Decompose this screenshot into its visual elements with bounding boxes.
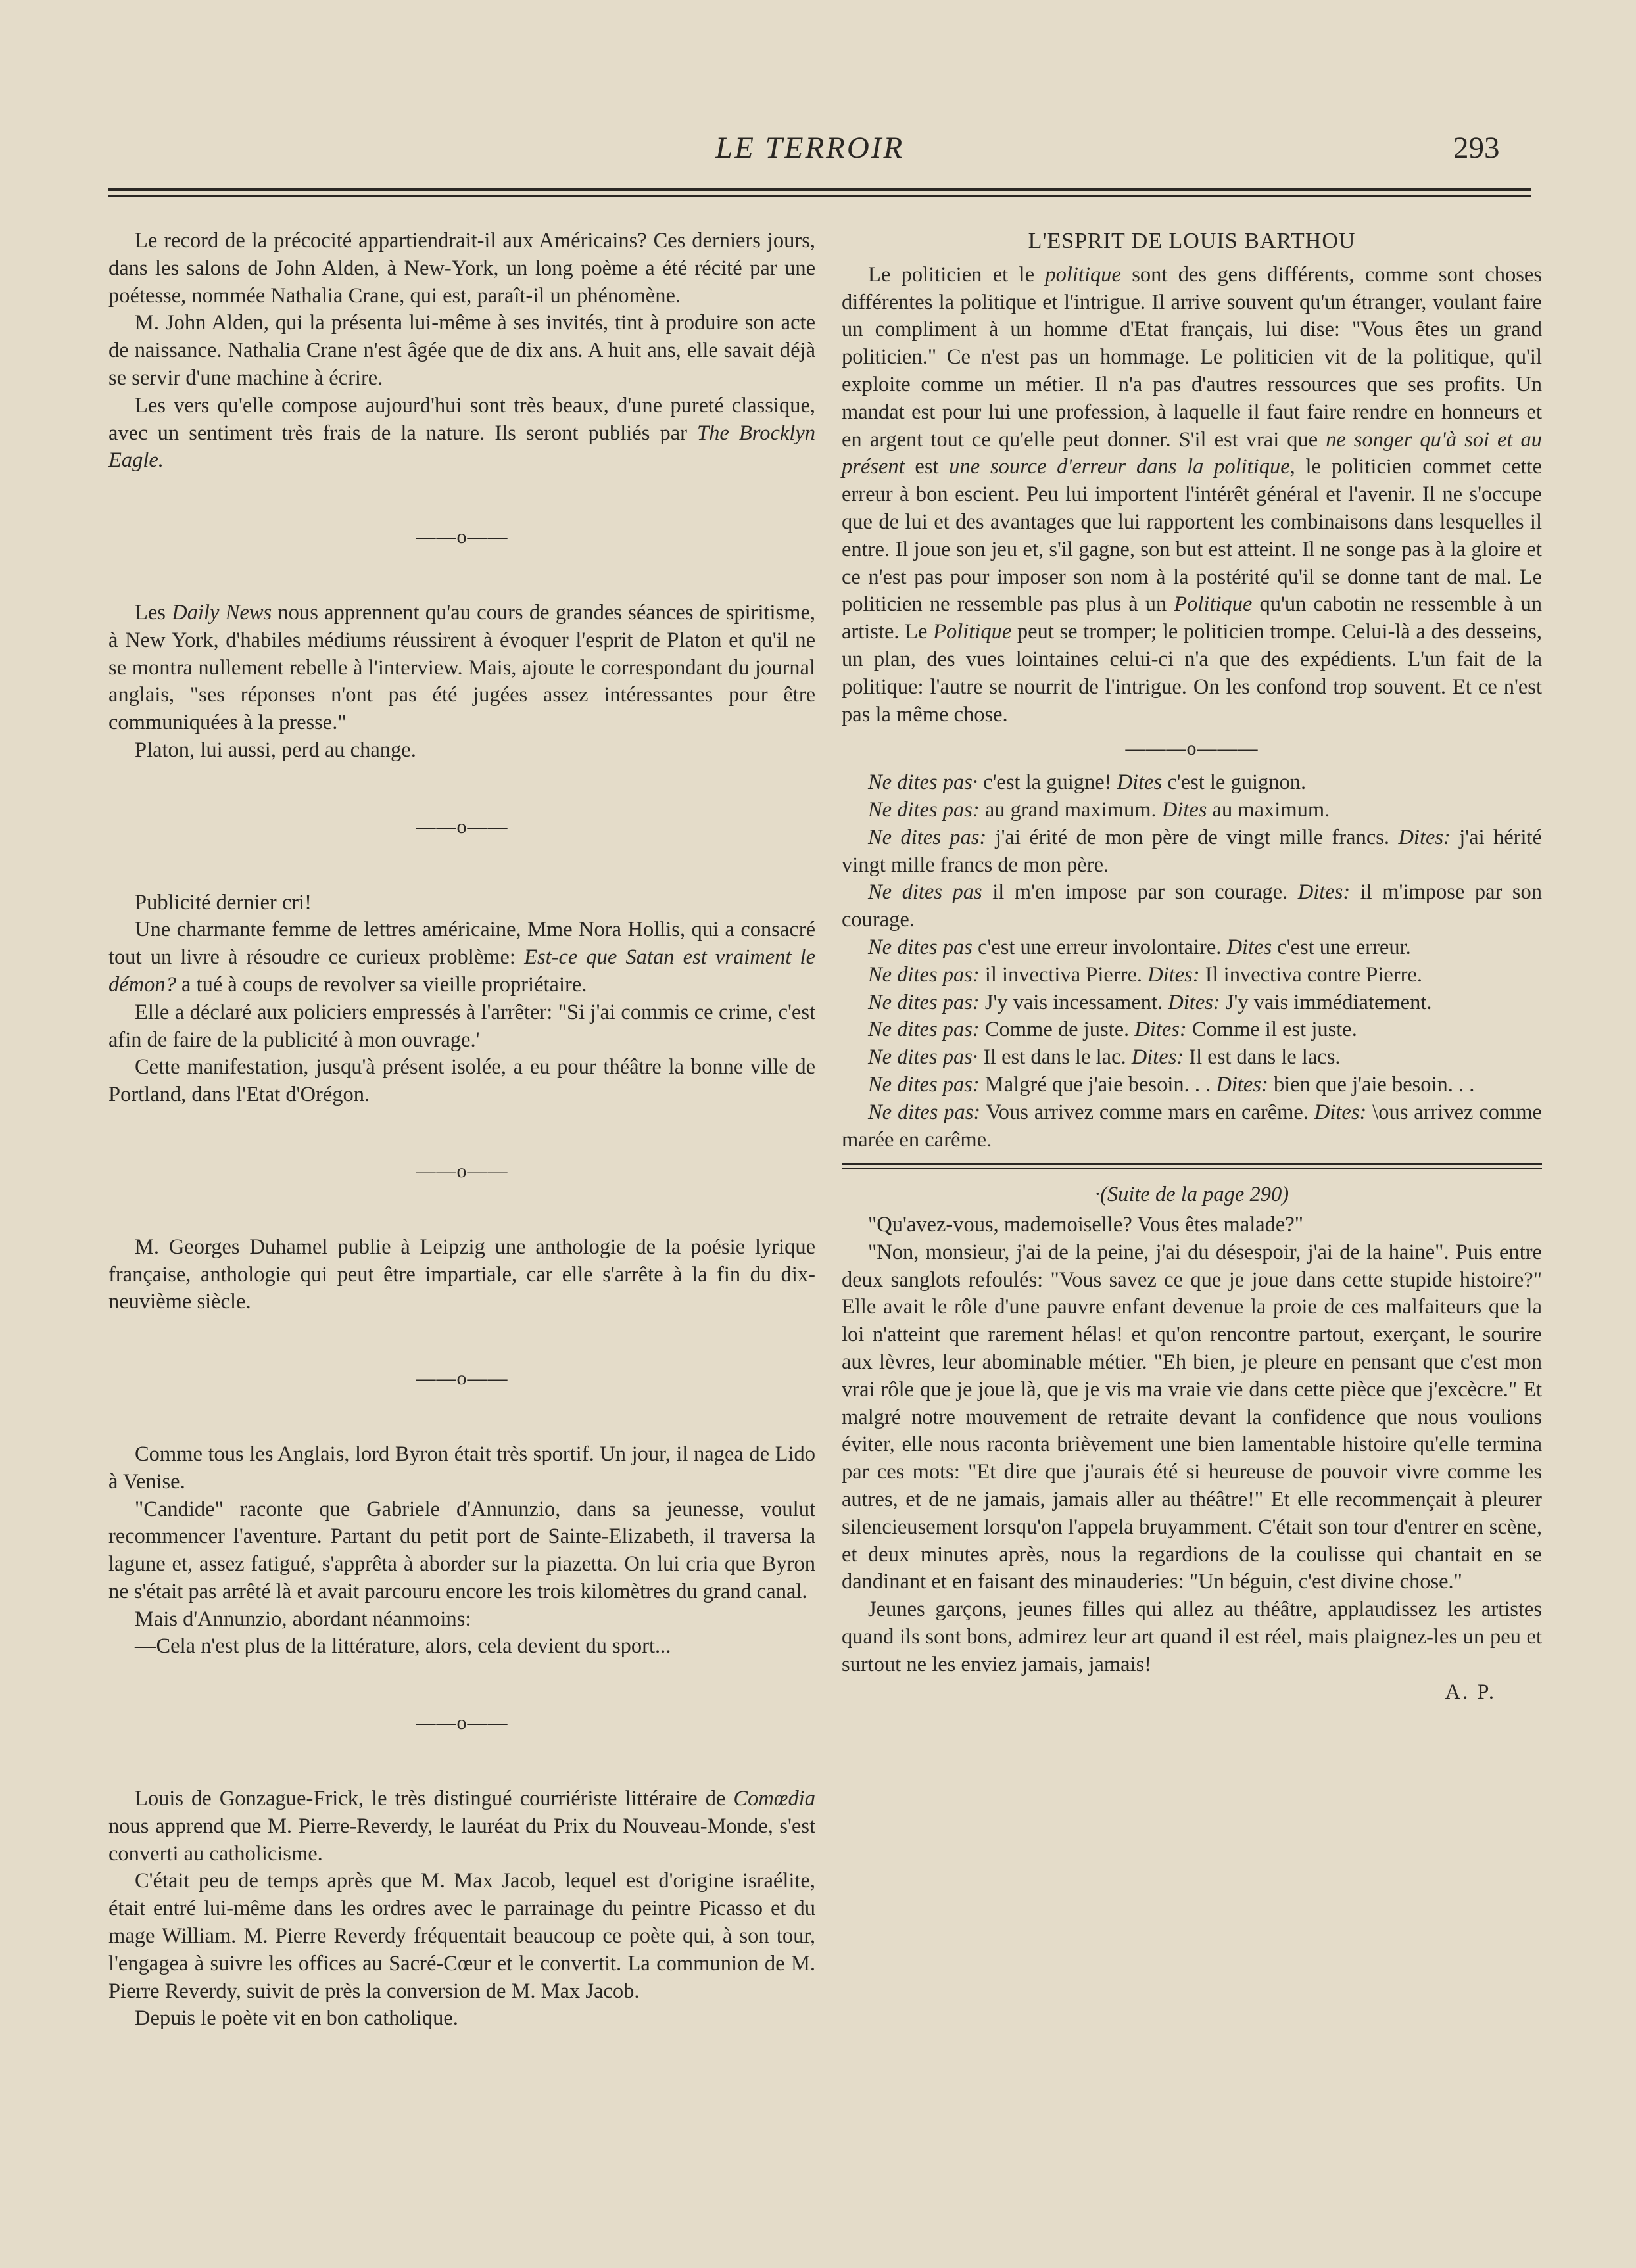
- article-title: L'ESPRIT DE LOUIS BARTHOU: [1028, 229, 1356, 253]
- section-separator: ——o——: [416, 1160, 508, 1182]
- text-run: Malgré que j'aie besoin. . .: [979, 1072, 1216, 1097]
- italic-phrase: Dites: [1161, 797, 1207, 822]
- text-run: Il invectiva contre Pierre.: [1199, 962, 1422, 987]
- paragraph: Depuis le poète vit en bon catholique.: [135, 2006, 458, 2031]
- barthou-paragraph: [842, 262, 1542, 729]
- publication-title: The Brocklyn Eagle.: [108, 421, 815, 473]
- text-run: est: [904, 455, 950, 479]
- dites-item: [842, 962, 1542, 989]
- text-run: j'ai hérité vingt mille francs de mon père.: [842, 825, 1542, 877]
- text-run: bien que j'aie besoin. . .: [1268, 1072, 1475, 1097]
- paragraph: Jeunes garçons, jeunes filles qui allez au théâtre, applaudissez les artistes quand ils sont bons, admirez leur art quand il est réel, mais plaignez-les un peu et surtout ne les enviez jamais, jamais!: [842, 1597, 1542, 1676]
- paragraph: Une charmante femme de lettres américaine, Mme Nora Hollis, qui a consacré tout un livre à résoudre ce curieux problème: Est-ce que Satan est vraiment le démon? a tué à coups de revolver sa vieille propriétaire.: [108, 918, 816, 997]
- italic-phrase: Ne dites pas:: [868, 825, 987, 849]
- paragraph: Les vers qu'elle compose aujourd'hui sont très beaux, d'une pureté classique, avec un sentiment très frais de la nature. Ils seront publiés par The Brocklyn Eagle.: [108, 393, 815, 473]
- dites-item: [842, 1072, 1542, 1099]
- dites-item: [842, 934, 1542, 962]
- running-title: LE TERROIR: [715, 131, 905, 165]
- page-number: 293: [1453, 131, 1500, 165]
- dites-item: [842, 1099, 1542, 1154]
- paragraph: C'était peu de temps après que M. Max Jacob, lequel est d'origine israélite, était entré lui-même dans les ordres avec le parrainage du peintre Picasso et du mage William. M. Pierre Reverdy fréquentait beaucoup ce poète qui, à son tour, l'engagea à suivre les offices au Sacré-Cœur et le convertit. La communion de M. Pierre Reverdy, suivit de près la conversion de M. Max Jacob.: [108, 1869, 815, 2003]
- italic-phrase: Dites: [1226, 935, 1272, 959]
- paragraph: Comme tous les Anglais, lord Byron était très sportif. Un jour, il nagea de Lido à Venise.: [108, 1442, 815, 1494]
- italic-phrase: Dites:: [1131, 1045, 1184, 1070]
- story-continuation: [842, 1212, 1542, 1679]
- italic-phrase: Ne dites pas:: [868, 1018, 980, 1042]
- continued-note: ·(Suite de la page 290): [1094, 1183, 1289, 1207]
- article-publicite: [108, 889, 815, 1109]
- text-run: c'est une erreur.: [1272, 935, 1411, 959]
- paragraph: —Cela n'est plus de la littérature, alors, cela devient du sport...: [135, 1634, 671, 1659]
- italic-phrase: Ne dites pas:: [868, 990, 980, 1014]
- dites-item: [842, 879, 1542, 934]
- text-run: j'ai érité de mon père de vingt mille francs.: [986, 825, 1399, 849]
- dites-item: [842, 1016, 1542, 1044]
- paragraph: Cette manifestation, jusqu'à présent isolée, a eu pour théâtre la bonne ville de Portland, dans l'Etat d'Orégon.: [108, 1055, 815, 1107]
- text-run: , le politicien commet cette erreur à bon escient. Peu lui importent l'intérêt général et l'avenir. Il ne s'occupe que de lui et des avantages que lui rapportent les combinaisons dans lesquelles il entre. Il joue son jeu et, s'il gagne, son but est atteint. Il ne songe pas à la gloire et ce n'est pas pour imposer son nom à la postérité qu'il se donne tant de mal. Le politicien ne ressemble pas plus à un: [842, 455, 1542, 617]
- left-column: [108, 227, 815, 2033]
- italic-phrase: Ne dites pas:: [868, 1072, 980, 1097]
- italic-phrase: Ne dites pas: [868, 935, 973, 959]
- text-run: Il est dans le lacs.: [1184, 1045, 1341, 1070]
- italic-phrase: Dites:: [1168, 990, 1220, 1014]
- italic-phrase: ne songer qu'à soi et au présent: [842, 427, 1542, 479]
- article-reverdy: [108, 1785, 815, 2033]
- italic-phrase: Dites: [1117, 770, 1163, 795]
- italic-phrase: Dites:: [1134, 1018, 1187, 1042]
- text-run: \ous arrivez comme marée en carême.: [842, 1100, 1542, 1152]
- italic-phrase: Ne dites pas·: [868, 770, 978, 795]
- paragraph: Louis de Gonzague-Frick, le très distingué courriériste littéraire de Comœdia nous apprend que M. Pierre-Reverdy, le lauréat du Prix du Nouveau-Monde, s'est converti au catholicisme.: [108, 1787, 816, 1866]
- signature: A. P.: [1445, 1680, 1496, 1704]
- column-rule: [842, 1168, 1542, 1169]
- paragraph: Publicité dernier cri!: [135, 890, 312, 914]
- text-run: c'est une erreur involontaire.: [972, 935, 1227, 959]
- text-run: qu'un cabotin ne ressemble à un artiste. Le: [842, 592, 1542, 644]
- dites-item: [842, 769, 1542, 797]
- article-precocite: [108, 227, 815, 475]
- paragraph: Elle a déclaré aux policiers empressés à l'arrêter: "Si j'ai commis ce crime, c'est afin de faire de la publicité à mon ouvrage.': [108, 1000, 815, 1052]
- text-run: sont des gens différents, comme sont choses différentes la politique et l'intrigue. Il arrive souvent qu'un étranger, voulant faire un compliment à un homme d'Etat français, lui dise: "Vous êtes un grand politicien." Ce n'est pas un hommage. Le politicien vit de la politique, qu'il exploite comme un métier. Il n'a pas d'autres ressources que ses profits. Un mandat est pour lui une profession, à laquelle il faut faire rendre en honneurs et en argent tout ce qu'elle peut donner. S'il est vrai que: [842, 262, 1542, 452]
- italic-phrase: une source d'erreur dans la politique: [949, 455, 1290, 479]
- italic-phrase: Ne dites pas:: [868, 1100, 981, 1124]
- italic-phrase: Politique: [1174, 592, 1253, 617]
- italic-phrase: politique: [1045, 262, 1121, 287]
- italic-phrase: Dites:: [1216, 1072, 1268, 1097]
- paragraph: M. John Alden, qui la présenta lui-même à ses invités, tint à produire son acte de naissance. Nathalia Crane n'est âgée que de dix ans. A huit ans, elle savait déjà se servir d'une machine à écrire.: [108, 311, 815, 390]
- paragraph: "Candide" raconte que Gabriele d'Annunzio, dans sa jeunesse, voulut recommencer l'aventure. Partant du petit port de Sainte-Elizabeth, il traversa la lagune et, assez fatigué, s'apprêta à aborder sur la piazetta. On lui cria que Byron ne s'était pas arrêté là et avait parcouru encore les trois kilomètres du grand canal.: [108, 1497, 815, 1603]
- article-duhamel: [108, 1234, 815, 1316]
- text-run: Il est dans le lac.: [978, 1045, 1132, 1070]
- paragraph: "Non, monsieur, j'ai de la peine, j'ai du désespoir, j'ai de la haine". Puis entre deux sanglots refoulés: "Vous savez ce que je joue dans cette stupide histoire?" Elle avait le rôle d'une pauvre enfant devenue la proie de ces malfaiteurs que la loi n'atteint que rarement hélas! et qu'on rencontre partout, exerçant, le sourire aux lèvres, leur abominable métier. "Eh bien, je pleure en pensant que c'est mon vrai rôle que je joue là, que je vis ma vraie vie dans cette pièce que j'excècre." Et malgré notre mouvement de retraite devant la confidence que nous voulions éviter, elle nous raconta brièvement une bien lamentable histoire qu'elle termina par ces mots: "Et dire que j'aurais été si heureuse de pouvoir vivre comme les autres, et de ne jamais, jamais aller au théâtre!" Et elle recommençait à pleurer silencieusement lorsqu'on l'appela bruyamment. C'était son tour d'entrer en scène, et deux minutes après, nous la regardions de la coulisse qui chantait en se dandinant et en faisant des minauderies: "Un béguin, c'est divine chose.": [842, 1240, 1542, 1594]
- column-rule: [842, 1163, 1542, 1165]
- italic-phrase: Ne dites pas:: [868, 962, 980, 987]
- paragraph: "Qu'avez-vous, mademoiselle? Vous êtes malade?": [868, 1213, 1304, 1237]
- paragraph: M. Georges Duhamel publie à Leipzig une anthologie de la poésie lyrique française, anthologie qui peut être impartiale, car elle s'arrête à la fin du dix-neuvième siècle.: [108, 1235, 815, 1314]
- text-run: c'est la guigne!: [978, 770, 1117, 795]
- newspaper-name: Daily News: [172, 600, 272, 625]
- text-run: Le politicien et le: [868, 262, 1046, 287]
- paragraph: Les Daily News nous apprennent qu'au cours de grandes séances de spiritisme, à New York, d'habiles médiums réussirent à évoquer l'esprit de Platon et qu'il ne se montra nullement rebelle à l'interview. Mais, ajoute le correspondant du journal anglais, "ses réponses n'ont pas été jugées assez intéressantes pour être communiquées à la presse.": [108, 600, 816, 735]
- section-separator: ——o——: [416, 1712, 508, 1734]
- dites-item: [842, 1044, 1542, 1072]
- italic-phrase: Politique: [933, 620, 1012, 644]
- ne-dites-pas-list: [842, 769, 1542, 1154]
- article-spiritisme: [108, 600, 815, 765]
- text-run: au grand maximum.: [979, 797, 1162, 822]
- italic-phrase: Dites:: [1398, 825, 1451, 849]
- section-separator: ———o———: [1125, 738, 1259, 760]
- text-run: Comme de juste.: [979, 1018, 1135, 1042]
- header-rule: [108, 195, 1531, 197]
- paragraph: Le record de la précocité appartiendrait-il aux Américains? Ces derniers jours, dans les salons de John Alden, à New-York, un long poème a été récité par une poétesse, nommée Nathalia Crane, qui est, paraît-il un phénomène.: [108, 229, 815, 308]
- dites-item: [842, 824, 1542, 880]
- text-run: Vous arrivez comme mars en carême.: [980, 1100, 1314, 1124]
- italic-phrase: Ne dites pas·: [868, 1045, 978, 1070]
- section-separator: ——o——: [416, 815, 508, 838]
- text-run: peut se tromper; le politicien trompe. Celui-là a des desseins, un plan, des vues lointaines celui-ci n'a que des expédients. L'un fait de la politique: l'autre se nourrit de l'intrigue. On les confond trop souvent. Et ce n'est pas la même chose.: [842, 620, 1542, 726]
- article-byron: [108, 1441, 815, 1661]
- dites-item: [842, 797, 1542, 824]
- header-rule: [108, 188, 1531, 191]
- text-run: il m'en impose par son courage.: [982, 880, 1298, 905]
- text-run: Comme il est juste.: [1186, 1018, 1357, 1042]
- right-column: [842, 227, 1542, 1706]
- paragraph: Mais d'Annunzio, abordant néanmoins:: [135, 1607, 471, 1631]
- section-separator: ——o——: [416, 1367, 508, 1390]
- publication-title: Comœdia: [733, 1787, 816, 1811]
- italic-phrase: Ne dites pas:: [868, 797, 980, 822]
- book-title: Est-ce que Satan est vraiment le démon?: [108, 945, 816, 997]
- italic-phrase: Dites:: [1314, 1100, 1367, 1124]
- section-separator: ——o——: [416, 526, 508, 548]
- text-run: il m'impose par son courage.: [842, 880, 1542, 932]
- text-run: J'y vais immédiatement.: [1220, 990, 1432, 1014]
- dites-item: [842, 989, 1542, 1017]
- italic-phrase: Dites:: [1147, 962, 1200, 987]
- text-run: il invectiva Pierre.: [979, 962, 1148, 987]
- paragraph: Platon, lui aussi, perd au change.: [135, 738, 416, 762]
- text-run: J'y vais incessament.: [979, 990, 1168, 1014]
- italic-phrase: Ne dites pas: [868, 880, 982, 905]
- text-run: au maximum.: [1207, 797, 1330, 822]
- italic-phrase: Dites:: [1297, 880, 1351, 905]
- text-run: c'est le guignon.: [1162, 770, 1307, 795]
